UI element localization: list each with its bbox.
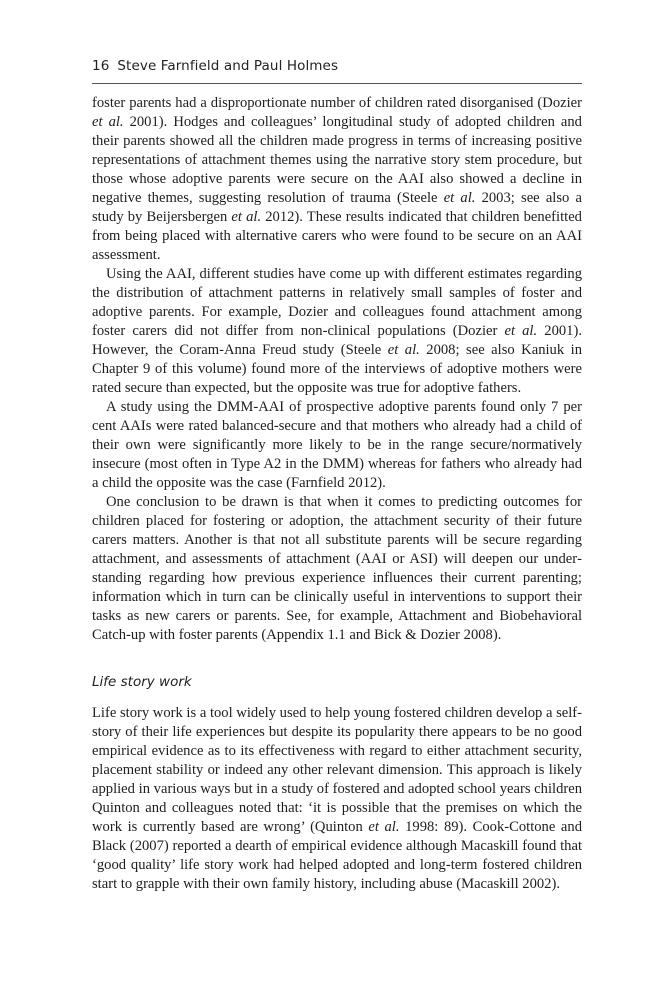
body-text — [92, 94, 582, 894]
paragraph: A study using the DMM-AAI of prospective adoptive parents found only 7 per cent AAIs were rated balanced-secure and that mothers who already had a child of their own were significantly more likely to be in the range secure/normatively insecure (most often in Type A2 in the DMM) whereas for fathers who already had a child the opposite was the case (Farnfield 2012). — [92, 399, 582, 491]
citation-etal: et al. — [92, 114, 124, 130]
citation-etal: et al. — [231, 209, 262, 225]
paragraph: Life story work is a tool widely used to help young fostered children develop a self-story of their life experiences but despite its popularity there appears to be no good empirical evidence as to its effectiveness with regard to either attachment security, placement stability or indeed any other relevant dimension. This approach is likely applied in various ways but in a study of fostered and adopted school years children Quinton and colleagues noted that: ‘it is possible that the premises on which the work is currently based are wrong’ (Quinton et al. 1998: 89). Cook-Cottone and Black (2007) reported a dearth of empirical evidence although Macaskill found that ‘good quality’ life story work had helped adopted and long-term fostered children start to grapple with their own family history, including abuse (Macaskill 2002). — [92, 705, 583, 892]
citation-etal: et al. — [387, 342, 420, 358]
paragraph: Using the AAI, different studies have come up with different estimates regarding the distribution of attachment patterns in relatively small samples of foster and adoptive parents. For example, Dozier and colleagues found attachment among foster carers did not differ from non-clinical populations (Dozier et al. 2001). However, the Coram-Anna Freud study (Steele et al. 2008; see also Kaniuk in Chapter 9 of this volume) found more of the interviews of adoptive mothers were rated secure than expected, but the opposite was true for adoptive fathers. — [92, 266, 582, 396]
citation-etal: et al. — [368, 819, 400, 835]
citation-etal: et al. — [504, 323, 538, 339]
page-number: 16 — [92, 58, 110, 74]
section-heading: Life story work — [92, 674, 192, 690]
header-rule — [92, 83, 582, 84]
running-header — [92, 58, 582, 74]
paragraph: One conclusion to be drawn is that when it comes to predicting outcomes for children placed for fostering or adoption, the attachment security of their future carers matters. Another is that not all substitute parents will be secure regarding attachment, and assessments of attachment (AAI or ASI) will deepen our understanding regarding how previous experience influences their current parenting; information which in turn can be clinically useful in interventions to support their tasks as new carers or parents. See, for example, Attachment and Biobehavioral Catch-up with foster parents (Appendix 1.1 and Bick & Dozier 2008). — [92, 494, 582, 643]
running-title: Steve Farnfield and Paul Holmes — [117, 58, 339, 74]
citation-etal: et al. — [443, 190, 476, 206]
paragraph: foster parents had a disproportionate number of children rated disorganised (Dozier et al. 2001). Hodges and colleagues’ longitudinal study of adopted children and their parents showed all the children made progress in terms of increasing positive representations of attachment themes using the narrative story stem procedure, but those whose adoptive parents were secure on the AAI also showed a decline in negative themes, suggesting resolution of trauma (Steele et al. 2003; see also a study by Beijersbergen et al. 2012). These results indicated that children benefitted from being placed with alternative carers who were found to be secure on an AAI assessment. — [92, 95, 582, 263]
